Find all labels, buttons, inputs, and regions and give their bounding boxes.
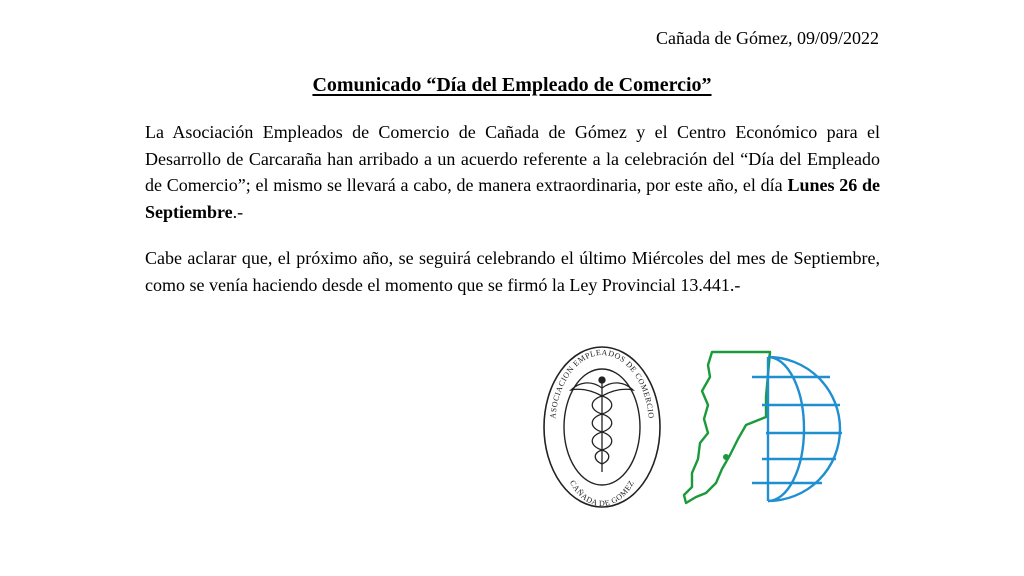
seal-top-text: ASOCIACION EMPLEADOS DE COMERCIO: [548, 347, 656, 420]
caduceus-seal-icon: [541, 344, 663, 510]
paragraph-1-text: La Asociación Empleados de Comercio de Cañada de Gómez y el Centro Económico para el Desarrollo de Carcaraña han arribado a un acuerdo referente a la celebración del “Día del Empleado de Comercio”; el mismo se llevará a cabo, de manera extraordinaria, por este año, el día: [145, 122, 880, 195]
globe-map-logo-icon: [682, 347, 852, 509]
seal-bottom-text: CAÑADA DE GOMEZ: [567, 478, 637, 509]
paragraph-2: Cabe aclarar que, el próximo año, se seguirá celebrando el último Miércoles del mes de Septiembre, como se venía haciendo desde el momento que se firmó la Ley Provincial 13.441.-: [145, 248, 880, 295]
paragraph-1-ending: .-: [232, 201, 244, 222]
document-title: Comunicado “Día del Empleado de Comercio”: [312, 74, 712, 96]
paragraph-1-bold-date: Lunes 26 de Septiembre: [145, 175, 880, 222]
place-date: Cañada de Gómez, 09/09/2022: [656, 28, 879, 48]
paragraph-1: [145, 119, 880, 225]
